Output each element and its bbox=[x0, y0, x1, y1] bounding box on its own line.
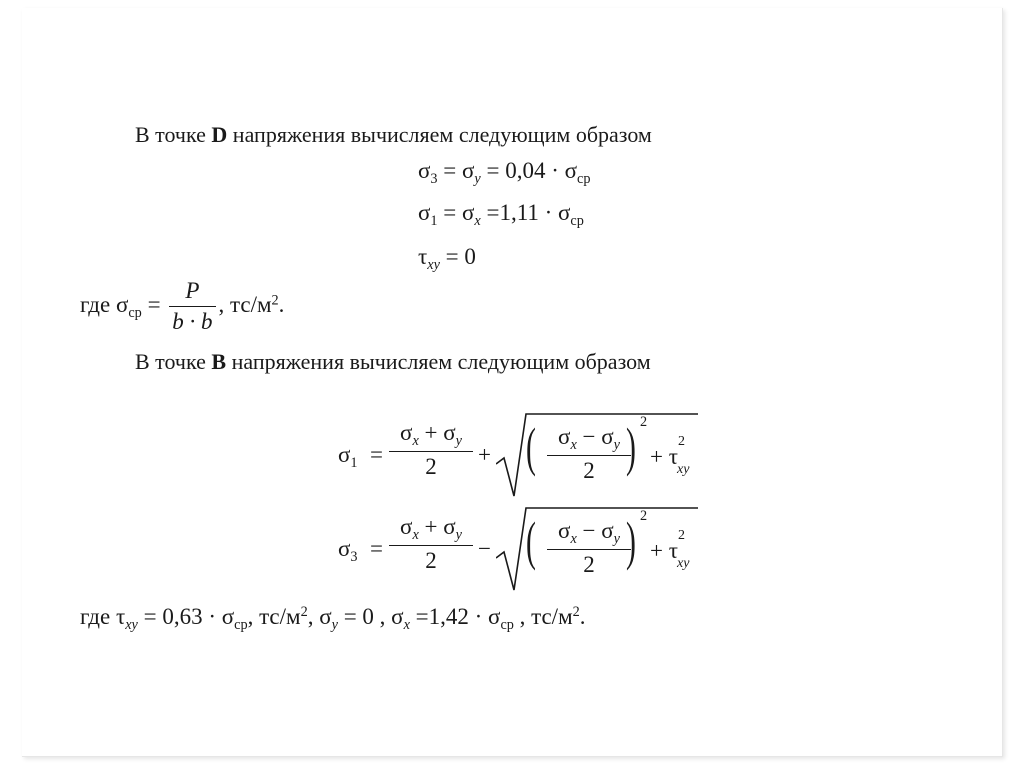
definition-tau-sigma bbox=[80, 604, 586, 634]
symbol: = 0 bbox=[439, 244, 476, 269]
fraction bbox=[389, 420, 473, 481]
denominator: 2 bbox=[389, 545, 473, 574]
subscript: xy bbox=[427, 256, 440, 273]
right-paren: ) bbox=[626, 417, 636, 477]
subscript: y bbox=[474, 170, 481, 187]
symbol: σ bbox=[400, 420, 413, 445]
symbol: σ bbox=[338, 442, 351, 467]
operator: − bbox=[478, 536, 491, 561]
numerator bbox=[397, 514, 465, 545]
subscript: x bbox=[412, 432, 419, 449]
symbol: + τ bbox=[650, 444, 678, 469]
heading-suffix: напряжения вычисляем следующим образом bbox=[226, 349, 651, 374]
subscript: 1 bbox=[350, 454, 358, 471]
unit: , тс/м bbox=[513, 604, 573, 629]
numerator bbox=[555, 518, 623, 549]
heading-prefix: В точке bbox=[135, 122, 212, 147]
denominator: b · b bbox=[169, 306, 215, 335]
heading-point-b bbox=[135, 351, 651, 373]
subscript: ср bbox=[570, 212, 584, 229]
numerator bbox=[555, 424, 623, 455]
superscript: 2 bbox=[640, 414, 648, 430]
superscript: 2 bbox=[300, 604, 308, 621]
inner-fraction bbox=[547, 518, 631, 579]
left-paren: ( bbox=[526, 417, 536, 477]
subscript: xy bbox=[125, 616, 138, 633]
numerator: P bbox=[185, 278, 200, 303]
symbol: σ bbox=[418, 158, 431, 183]
heading-point-d bbox=[135, 124, 652, 146]
inner-fraction bbox=[547, 424, 631, 485]
symbol: + τ bbox=[650, 538, 678, 563]
subscript: 3 bbox=[350, 548, 358, 565]
superscript: 2 bbox=[678, 528, 685, 543]
subscript: x bbox=[474, 212, 481, 229]
symbol: − σ bbox=[576, 518, 614, 543]
fraction bbox=[169, 278, 215, 336]
subscript: x bbox=[403, 616, 410, 633]
equation-d-sigma3 bbox=[418, 158, 590, 188]
subscript: y bbox=[331, 616, 338, 633]
subscript: y bbox=[613, 436, 620, 453]
subscript: x bbox=[412, 526, 419, 543]
denominator: 2 bbox=[389, 451, 473, 480]
equation-d-tau bbox=[418, 244, 476, 274]
superscript: 2 bbox=[640, 508, 648, 524]
symbol: = 0 , σ bbox=[337, 604, 404, 629]
superscript: 2 bbox=[572, 604, 580, 621]
subscript: xy bbox=[677, 462, 690, 477]
unit: , тс/м bbox=[218, 292, 272, 318]
symbol: =1,42 · σ bbox=[409, 604, 501, 629]
definition-sigma-cp bbox=[80, 278, 284, 336]
point-label-b: B bbox=[211, 349, 227, 374]
punctuation: . bbox=[579, 604, 586, 629]
subscript: ср bbox=[128, 305, 142, 322]
symbol: = σ bbox=[437, 200, 475, 225]
subscript: 3 bbox=[430, 170, 438, 187]
subscript: ср bbox=[500, 616, 514, 633]
operator: + bbox=[478, 442, 491, 467]
subscript: ср bbox=[577, 170, 591, 187]
subscript: y bbox=[455, 526, 462, 543]
symbol: σ bbox=[400, 514, 413, 539]
symbol: = σ bbox=[437, 158, 475, 183]
superscript: 2 bbox=[678, 434, 685, 449]
subscript: x bbox=[570, 530, 577, 547]
slide-page bbox=[22, 8, 1003, 757]
numerator bbox=[397, 420, 465, 451]
symbol: = bbox=[370, 442, 383, 467]
symbol: τ bbox=[418, 244, 428, 269]
subscript: y bbox=[455, 432, 462, 449]
fraction bbox=[389, 514, 473, 575]
symbol: =1,11 · σ bbox=[480, 200, 571, 225]
point-label-d: D bbox=[211, 122, 228, 147]
heading-suffix: напряжения вычисляем следующим образом bbox=[227, 122, 652, 147]
denominator: 2 bbox=[547, 455, 631, 484]
symbol: , σ bbox=[307, 604, 332, 629]
right-paren: ) bbox=[626, 511, 636, 571]
subscript: y bbox=[613, 530, 620, 547]
subscript: ср bbox=[234, 616, 248, 633]
denominator: 2 bbox=[547, 549, 631, 578]
equation-d-sigma1 bbox=[418, 200, 584, 230]
symbol: где τ bbox=[80, 604, 126, 629]
symbol: + σ bbox=[418, 514, 456, 539]
heading-prefix: В точке bbox=[135, 349, 212, 374]
symbol: = 0,04 · σ bbox=[480, 158, 578, 183]
left-paren: ( bbox=[526, 511, 536, 571]
subscript: x bbox=[570, 436, 577, 453]
symbol: σ bbox=[558, 424, 571, 449]
symbol: где σ bbox=[80, 292, 129, 318]
subscript: 1 bbox=[430, 212, 438, 229]
symbol: = 0,63 · σ bbox=[137, 604, 235, 629]
superscript: 2 bbox=[271, 292, 279, 309]
symbol: σ bbox=[338, 536, 351, 561]
punctuation: . bbox=[278, 292, 285, 318]
subscript: xy bbox=[677, 556, 690, 571]
symbol: = bbox=[370, 536, 383, 561]
unit: , тс/м bbox=[247, 604, 301, 629]
symbol: + σ bbox=[418, 420, 456, 445]
symbol: = bbox=[141, 292, 167, 318]
symbol: − σ bbox=[576, 424, 614, 449]
symbol: σ bbox=[558, 518, 571, 543]
symbol: σ bbox=[418, 200, 431, 225]
